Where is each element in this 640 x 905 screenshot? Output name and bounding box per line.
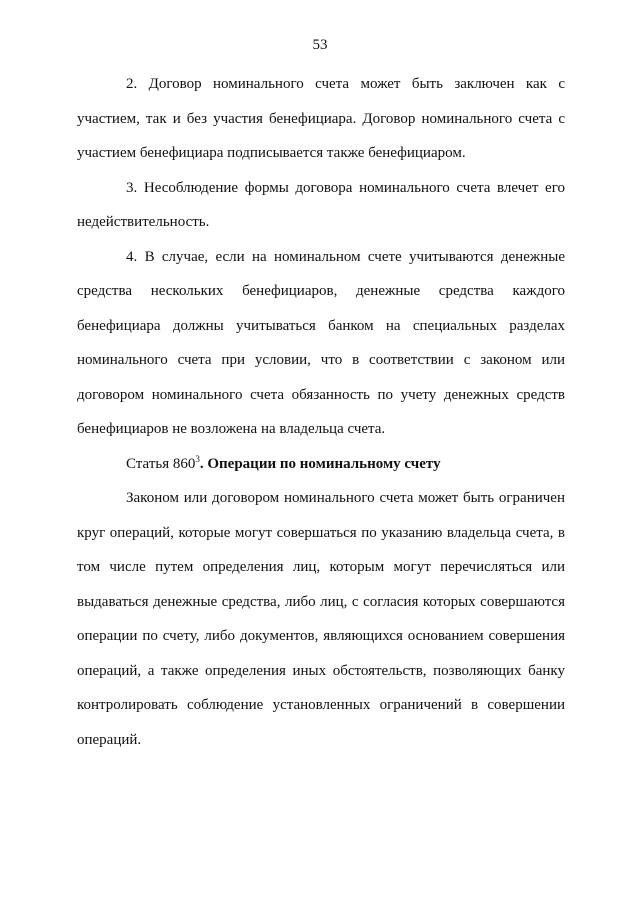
- paragraph-2: 2. Договор номинального счета может быть заключен как с участием, так и без участия бенефициара. Договор номинального счета с участием бенефициара подписывается также бенефициаром.: [77, 76, 565, 161]
- article-superscript: 3: [195, 453, 200, 464]
- article-heading: [77, 447, 565, 482]
- document-body: [77, 67, 565, 757]
- paragraph-3: 3. Несоблюдение формы договора номинального счета влечет его недействительность.: [77, 179, 565, 230]
- article-number: [126, 453, 200, 472]
- paragraph-4: 4. В случае, если на номинальном счете учитываются денежные средства нескольких бенефициаров, денежные средства каждого бенефициара должны учитываться банком на специальных разделах номинального счета при условии, что в соответствии с законом или договором номинального счета обязанность по учету денежных средств бенефициаров не возложена на владельца счета.: [77, 248, 565, 437]
- article-title: Операции по номинальному счету: [207, 455, 441, 472]
- page-number: 53: [312, 37, 328, 53]
- article-paragraph: Законом или договором номинального счета может быть ограничен круг операций, которые могут совершаться по указанию владельца счета, в том числе путем определения лиц, которым могут перечисляться или выдаваться денежные средства, либо лиц, с согласия которых совершаются операции по счету, либо документов, являющихся основанием совершения операций, а также определения иных обстоятельств, позволяющих банку контролировать соблюдение установленных ограничений в совершении операций.: [77, 490, 565, 748]
- article-prefix: Статья 860: [126, 455, 196, 472]
- article-separator: .: [199, 455, 208, 472]
